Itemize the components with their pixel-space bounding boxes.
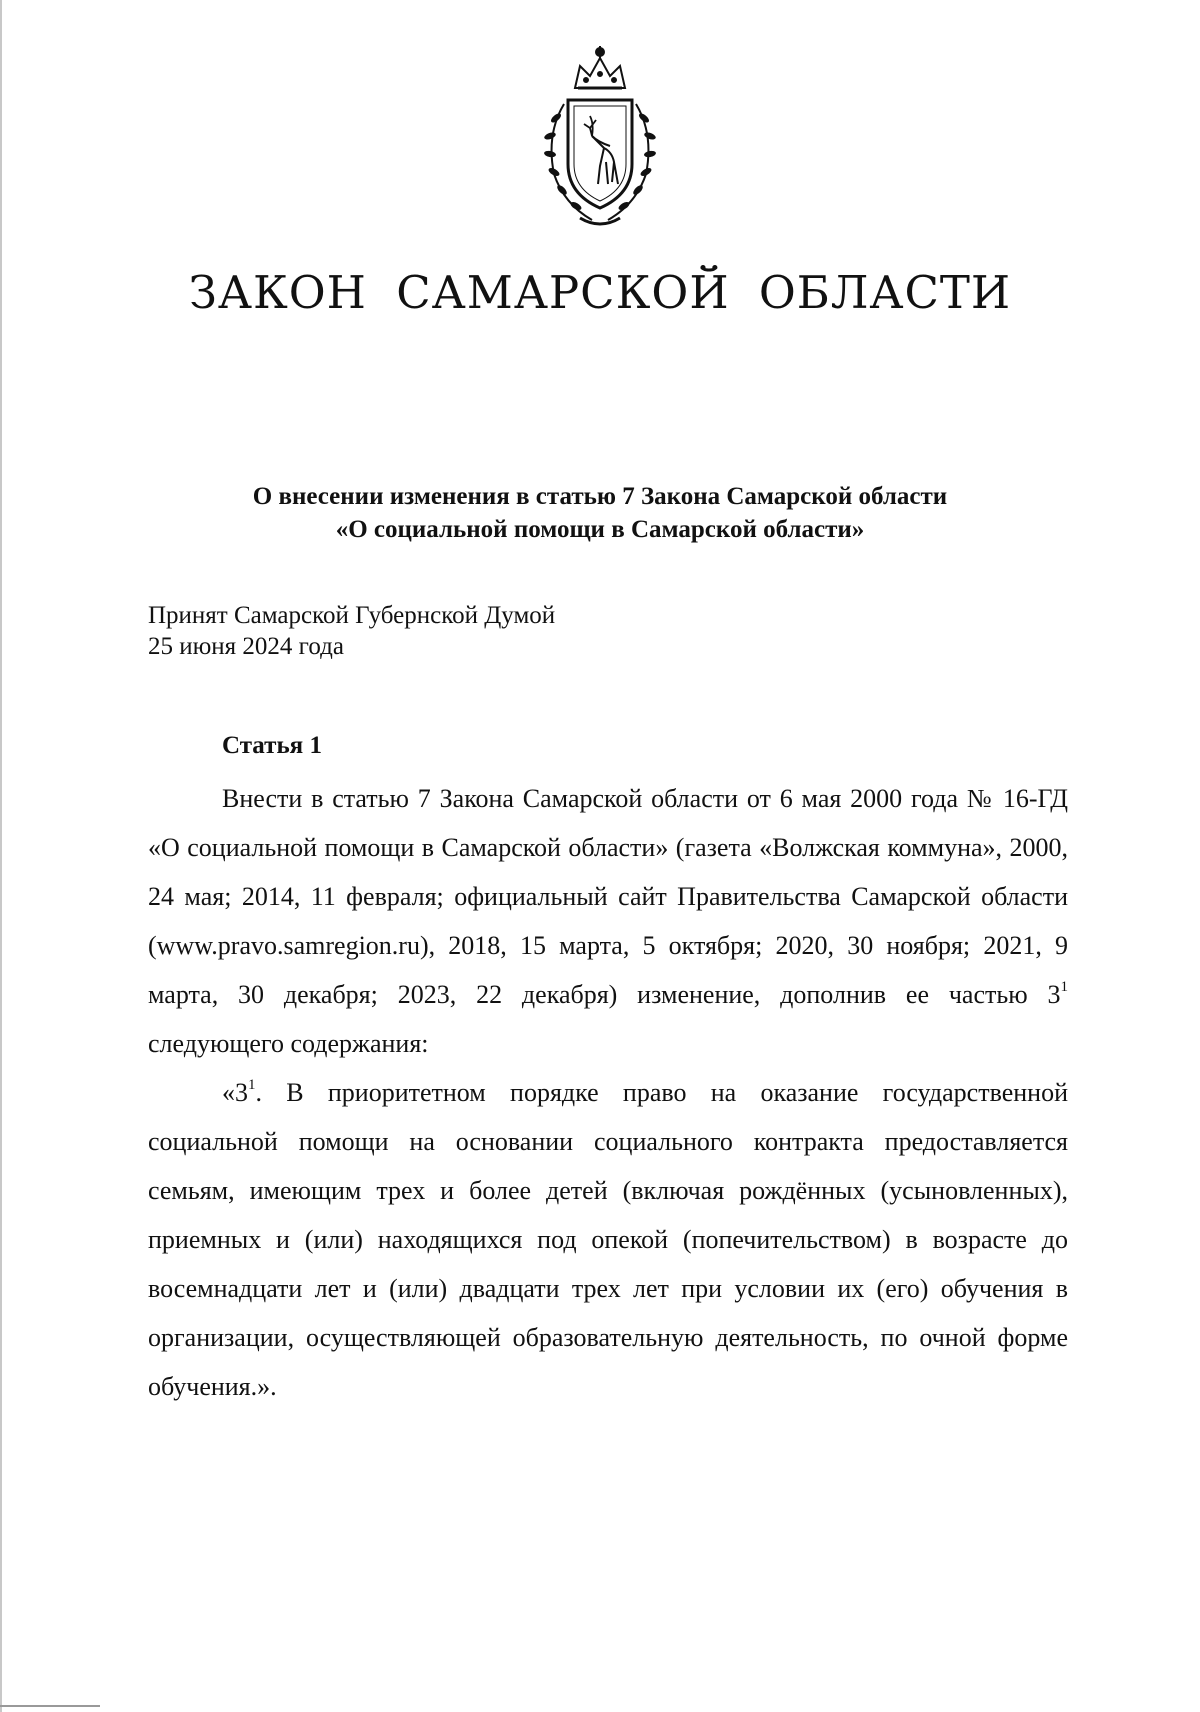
article-body [148,774,1068,1411]
law-subject [0,480,1200,546]
article-paragraph: «$3^1$. В приоритетном порядке право на оказание государственной социальной помощи на основании социального контракта предоставляется семьям, имеющим трех и более детей (включая рождённых (усыновленных), приемных и (или) находящихся под опекой (попечительством) в возрасте до восемнадцати лет и (или) двадцати трех лет при условии их (его) обучения в организации, осуществляющей образовательную деятельность, по очной форме обучения.». [148,1077,1068,1401]
article-heading: Статья 1 [222,732,322,759]
article-paragraph: Внести в статью 7 Закона Самарской области от 6 мая 2000 года № 16-ГД «О социальной помощи в Самарской области» (газета «Волжская коммуна», 2000, 24 мая; 2014, 11 февраля; официальный сайт Правительства Самарской области (www.pravo.samregion.ru), 2018, 15 марта, 5 октября; 2020, 30 ноября; 2021, 9 марта, 30 декабря; 2023, 22 декабря) изменение, дополнив ее частью $3^1$ следующего содержания: [148,784,1068,1058]
scan-edge-line [0,1705,100,1707]
subject-line: О внесении изменения в статью 7 Закона Самарской области [252,483,948,510]
subject-line: «О социальной помощи в Самарской области» [335,516,865,543]
adoption-info [148,600,555,662]
adoption-body: Принят Самарской Губернской Думой [148,602,556,629]
law-title: ЗАКОН САМАРСКОЙ ОБЛАСТИ [188,266,1012,319]
samara-coat-of-arms-icon [520,44,680,234]
adoption-date: 25 июня 2024 года [148,633,344,660]
scan-edge-line [0,0,2,1712]
